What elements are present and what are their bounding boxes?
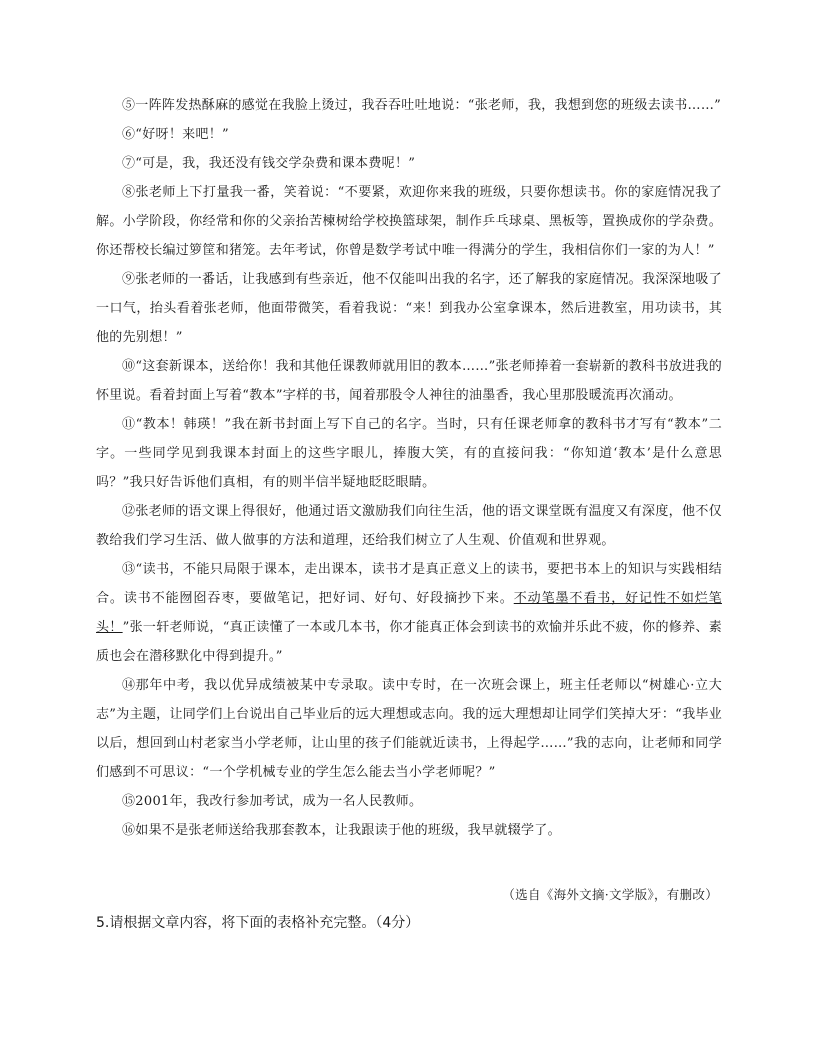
paragraph-11: ⑪“教本！韩瑛！”我在新书封面上写下自己的名字。当时，只有任课老师拿的教科书才写有“教本”二字。一些同学见到我课本封面上的这些字眼儿，捧腹大笑，有的直接问我：“你知道‘教本’是什么意思吗？”我只好告诉他们真相，有的则半信半疑地眨眨眼睛。 xyxy=(96,417,722,490)
paragraph-13-part-a: ⑬“读书，不能只局限于课本，走出课本，读书才是真正意义上的读书，要把书本上的知识与实践相结合。读书不能囫囵吞枣，要做笔记，把好词、好句、好段摘抄下来。 xyxy=(96,562,722,606)
paragraph-15: ⑮2001年，我改行参加考试，成为一名人民教师。 xyxy=(122,794,423,809)
source-citation: （选自《海外文摘·文学版》，有删改） xyxy=(502,887,718,902)
paragraph-7: ⑦“可是，我，我还没有钱交学杂费和课本费呢！” xyxy=(122,156,416,171)
question-5: 5.请根据文章内容，将下面的表格补充完整。（4分） xyxy=(96,915,420,931)
paragraph-12: ⑫张老师的语文课上得很好，他通过语文激励我们向往生活，他的语文课堂既有温度又有深度，他不仅教给我们学习生活、做人做事的方法和道理，还给我们树立了人生观、价值观和世界观。 xyxy=(96,504,722,548)
paragraph-13 xyxy=(96,555,722,671)
paragraph-13-part-b: ”张一轩老师说，“真正读懂了一本或几本书，你才能真正体会到读书的欢愉并乐此不疲，你的修养、素质也会在潜移默化中得到提升。” xyxy=(96,620,723,664)
paragraph-6: ⑥“好呀！来吧！” xyxy=(122,127,229,142)
underlined-sentence: 不动笔墨不看书，好记性不如烂笔头！ xyxy=(96,591,722,635)
article-body xyxy=(96,91,722,845)
paragraph-10: ⑩“这套新课本，送给你！我和其他任课教师就用旧的教本……”张老师捧着一套崭新的教科书放进我的怀里说。看着封面上写着“教本”字样的书，闻着那股令人神往的油墨香，我心里那股暖流再次涌动。 xyxy=(96,359,722,403)
paragraph-14: ⑭那年中考，我以优异成绩被某中专录取。读中专时，在一次班会课上，班主任老师以“树雄心·立大志”为主题，让同学们上台说出自己毕业后的远大理想或志向。我的远大理想却让同学们笑掉大牙：“我毕业以后，想回到山村老家当小学老师，让山里的孩子们能就近读书，上得起学……”我的志向，让老师和同学们感到不可思议：“一个学机械专业的学生怎么能去当小学老师呢？” xyxy=(96,678,722,780)
paragraph-5: ⑤一阵阵发热酥麻的感觉在我脸上烫过，我吞吞吐吐地说：“张老师，我，我想到您的班级去读书……” xyxy=(122,98,722,113)
paragraph-16: ⑯如果不是张老师送给我那套教本，让我跟读于他的班级，我早就辍学了。 xyxy=(122,823,561,838)
paragraph-9: ⑨张老师的一番话，让我感到有些亲近，他不仅能叫出我的名字，还了解我的家庭情况。我深深地吸了一口气，抬头看着张老师，他面带微笑，看着我说：“来！到我办公室拿课本，然后进教室，用功读书，其他的先别想！” xyxy=(96,272,722,345)
paragraph-8: ⑧张老师上下打量我一番，笑着说：“不要紧，欢迎你来我的班级，只要你想读书。你的家庭情况我了解。小学阶段，你经常和你的父亲抬苦楝树给学校换篮球架，制作乒乓球桌、黑板等，置换成你的学杂费。你还帮校长编过箩筐和猪笼。去年考试，你曾是数学考试中唯一得满分的学生，我相信你们一家的为人！” xyxy=(96,185,722,258)
